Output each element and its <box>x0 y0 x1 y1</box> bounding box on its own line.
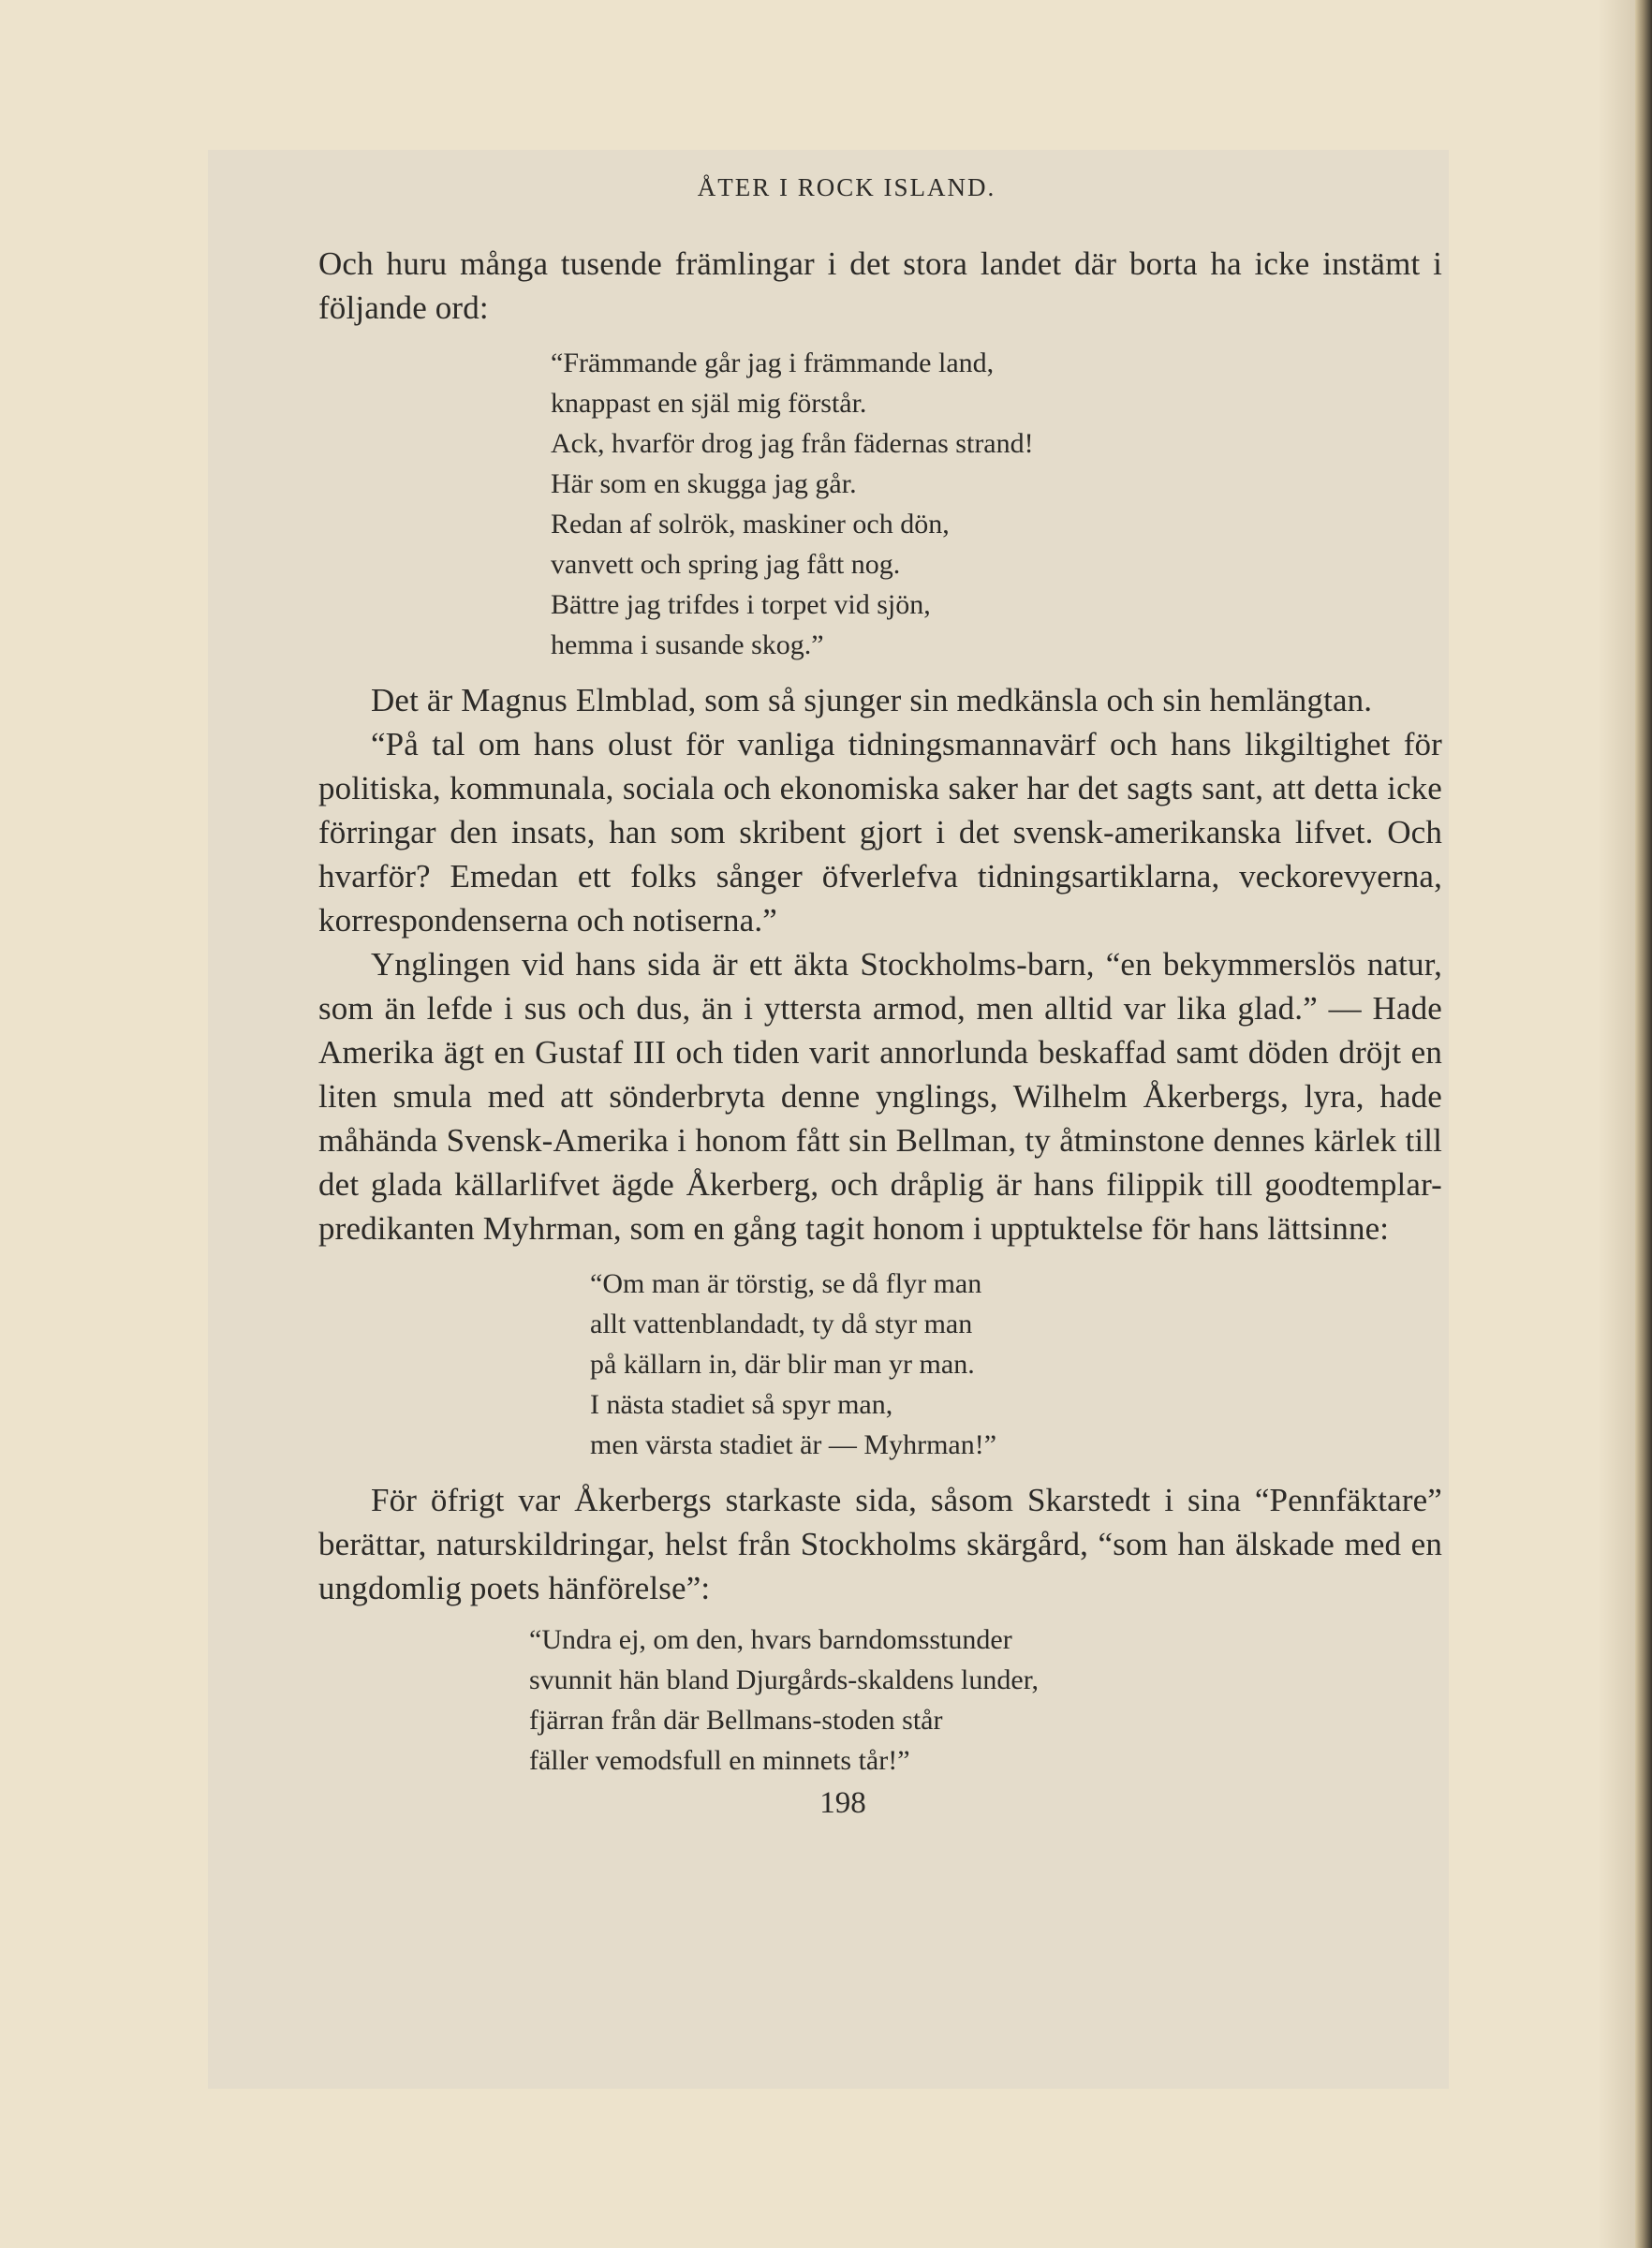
running-head: ÅTER I ROCK ISLAND. <box>697 173 996 201</box>
poem-akerberg-myhrman <box>590 1264 1442 1465</box>
paragraph-3: “På tal om hans olust för vanliga tidningsmannavärf och hans likgiltighet för politiska, kommunala, sociala och ekonomiska saker har det sagts sant, att detta icke förringar den insats, han som skribent gjort i det svensk-amerikanska lifvet. Och hvarför? Emedan ett folks sånger öfverlefva tidningsartiklarna, veckorevyerna, korrespondenserna och notiserna.” <box>318 726 1442 939</box>
poem-akerberg-djurgard <box>529 1619 1442 1781</box>
verse-line: “Undra ej, om den, hvars barndomsstunder <box>529 1624 1012 1655</box>
verse-line: fäller vemodsfull en minnets tår!” <box>529 1745 910 1776</box>
page-gutter-shadow <box>1598 0 1635 2248</box>
paragraph-5: För öfrigt var Åkerbergs starkaste sida, såsom Skarstedt i sina “Pennfäktare” berättar, naturskildringar, helst från Stockholms skärgård, “som han älskade med en ungdomlig poets hänförelse”: <box>318 1482 1442 1606</box>
verse-line: fjärran från där Bellmans-stoden står <box>529 1705 943 1736</box>
verse-line: men värsta stadiet är — Myhrman!” <box>590 1429 997 1460</box>
poem-elmblad <box>551 343 1442 665</box>
paragraph-1: Och huru många tusende främlingar i det stora landet där borta ha icke instämt i följande ord: <box>318 245 1442 326</box>
verse-line: på källarn in, där blir man yr man. <box>590 1349 975 1380</box>
verse-line: hemma i susande skog.” <box>551 629 824 660</box>
verse-line: Bättre jag trifdes i torpet vid sjön, <box>551 589 931 620</box>
paragraph-2: Det är Magnus Elmblad, som så sjunger sin medkänsla och sin hemlängtan. <box>371 682 1373 718</box>
verse-line: Redan af solrök, maskiner och dön, <box>551 509 950 540</box>
verse-line: Ack, hvarför drog jag från fädernas strand! <box>551 428 1034 459</box>
page-edge <box>1635 0 1652 2248</box>
page-number: 198 <box>819 1786 866 1820</box>
verse-line: allt vattenblandadt, ty då styr man <box>590 1309 973 1339</box>
verse-line: svunnit hän bland Djurgårds-skaldens lunder, <box>529 1664 1039 1695</box>
verse-line: vanvett och spring jag fått nog. <box>551 549 901 580</box>
verse-line: Här som en skugga jag går. <box>551 468 857 499</box>
paragraph-4: Ynglingen vid hans sida är ett äkta Stockholms-barn, “en bekymmerslös natur, som än lefde i sus och dus, än i yttersta armod, men alltid var lika glad.” — Hade Amerika ägt en Gustaf III och tiden varit annorlunda beskaffad samt döden dröjt en liten smula med att sönderbryta denne ynglings, Wilhelm Åkerbergs, lyra, hade måhända Svensk-Amerika i honom fått sin Bellman, ty åtminstone dennes kärlek till det glada källarlifvet ägde Åkerberg, och dråplig är hans filippik till goodtemplar-predikanten Myhrman, som en gång tagit honom i upptuktelse för hans lättsinne: <box>318 946 1442 1247</box>
verse-line: knappast en själ mig förstår. <box>551 388 867 419</box>
verse-line: “Om man är törstig, se då flyr man <box>590 1268 982 1299</box>
verse-line: “Främmande går jag i främmande land, <box>551 348 995 378</box>
verse-line: I nästa stadiet så spyr man, <box>590 1389 893 1420</box>
page-text <box>318 173 1442 1821</box>
